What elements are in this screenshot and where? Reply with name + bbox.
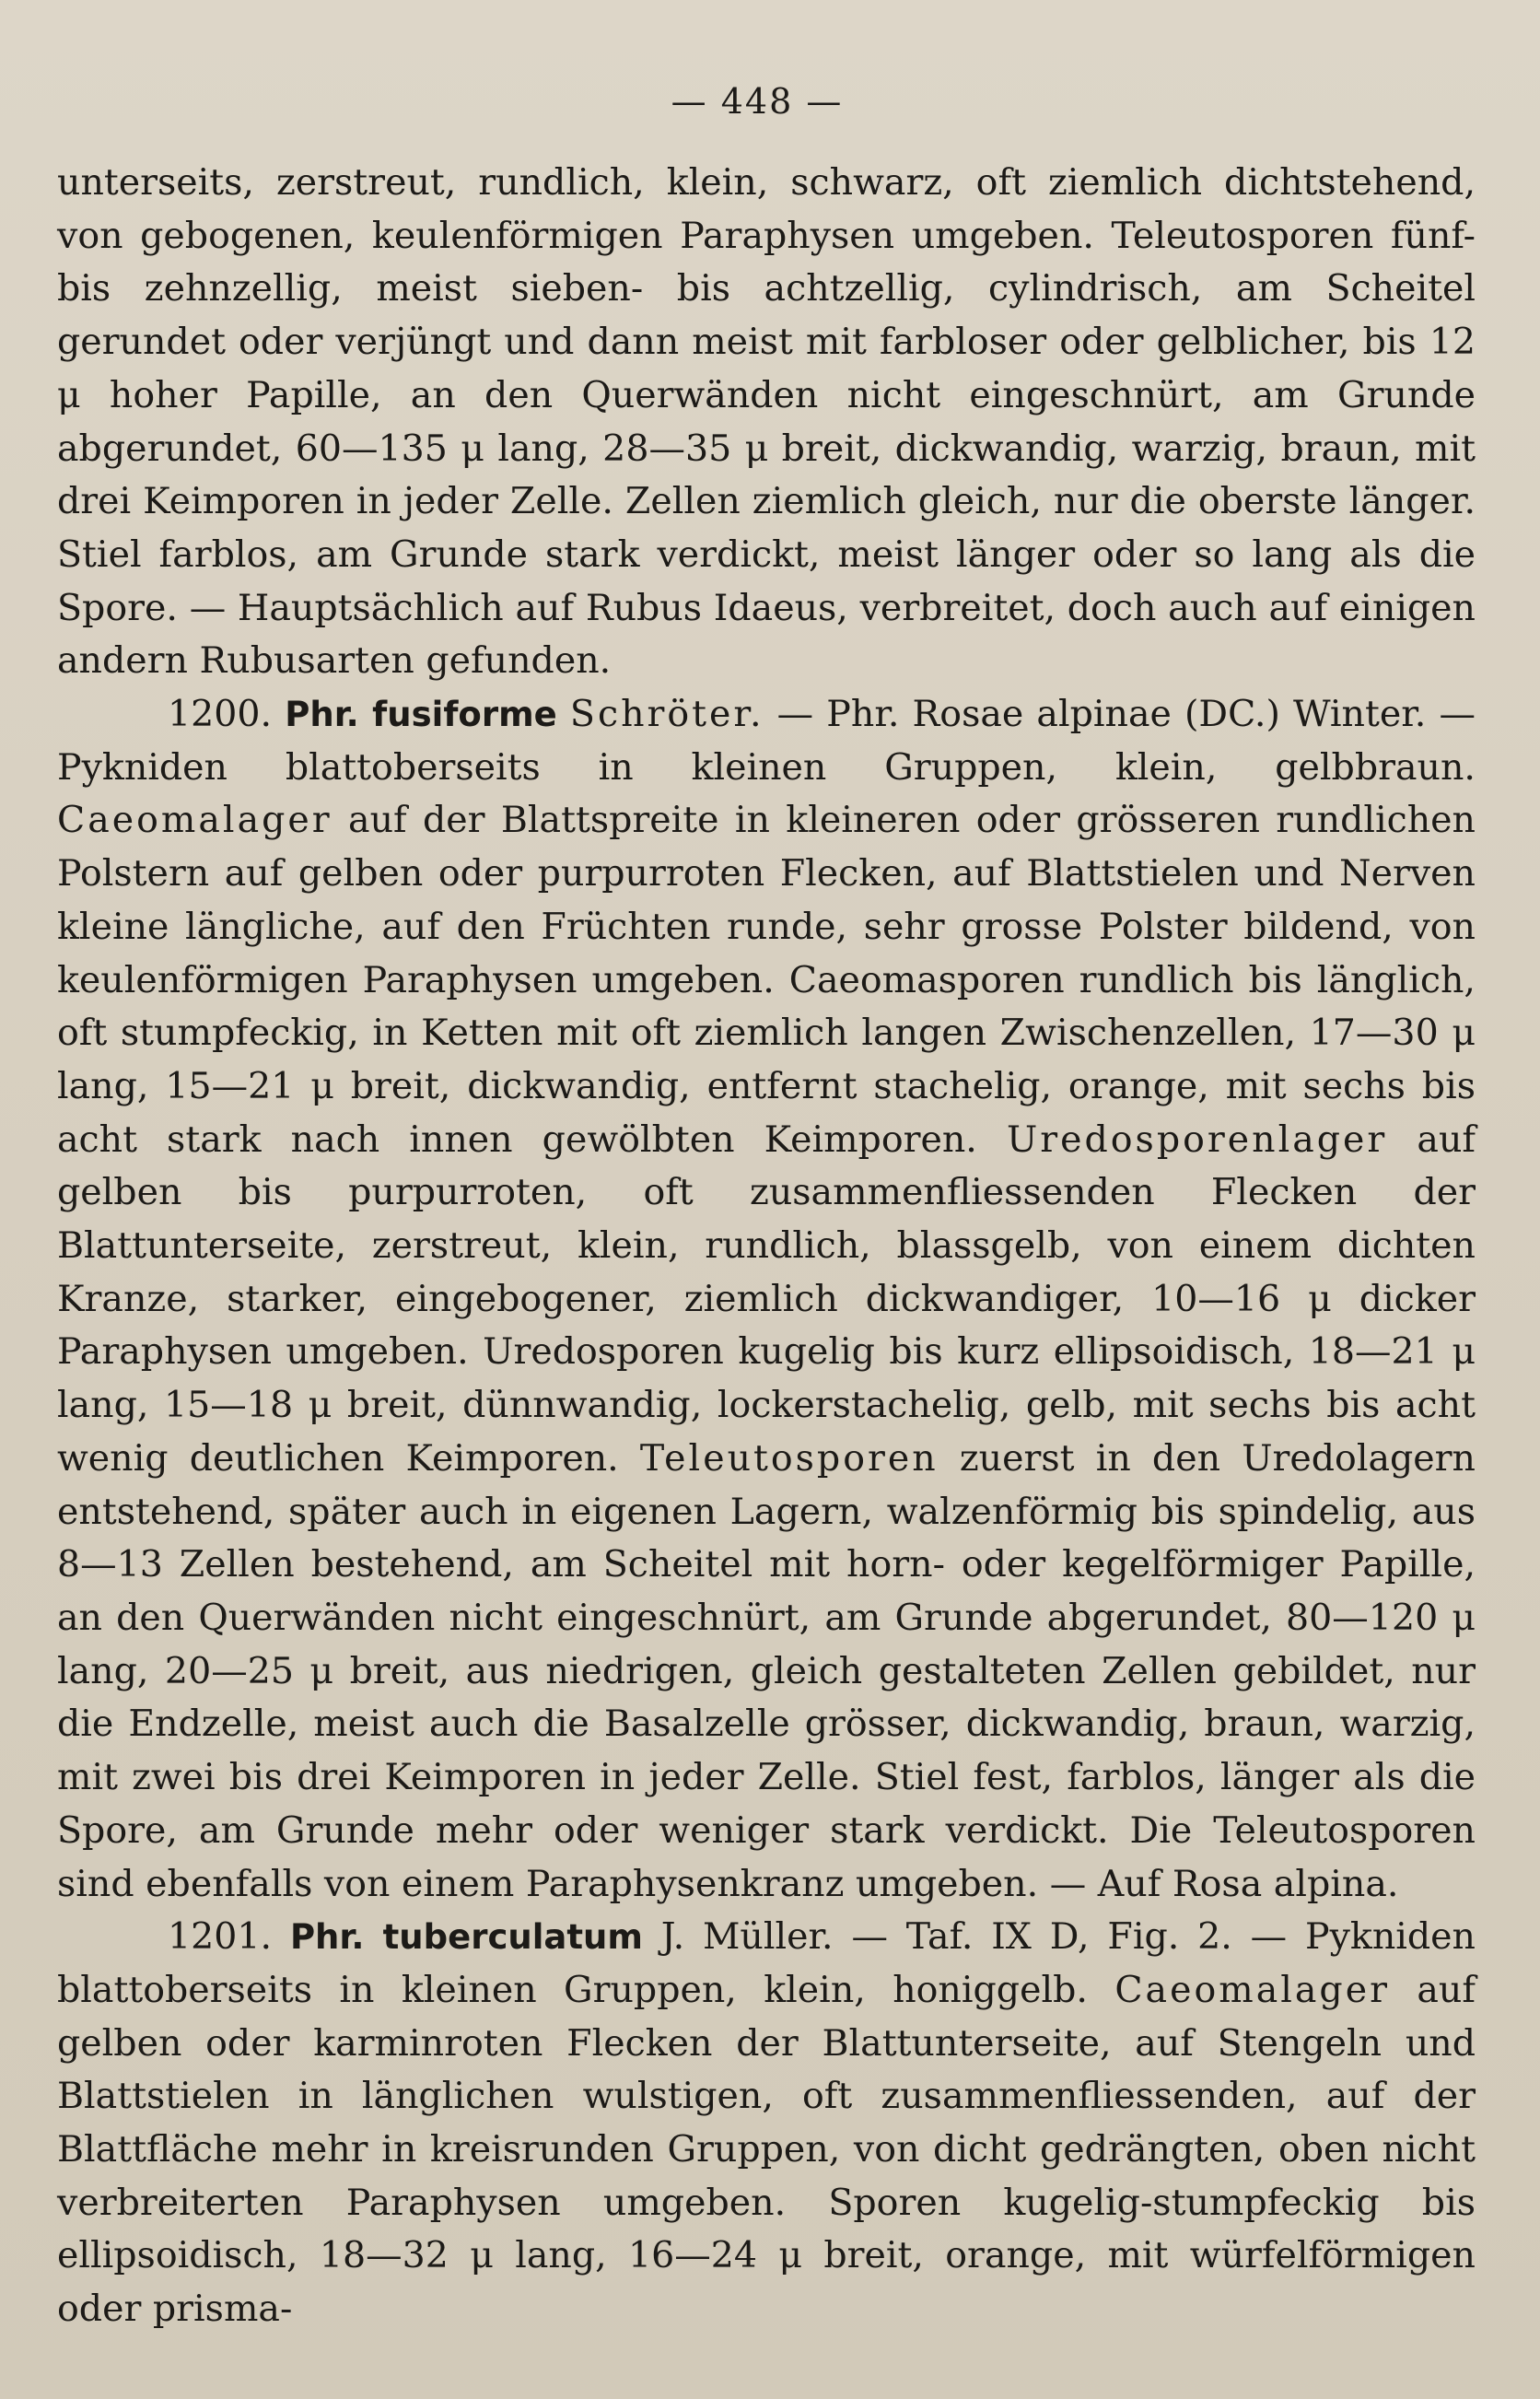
species-name: Phr. fusiforme	[285, 695, 557, 735]
entry-number: 1200.	[168, 693, 273, 736]
paragraph-entry-1200	[57, 688, 1476, 1911]
species-author: Schröter.	[569, 693, 764, 736]
species-author: J. Müller.	[660, 1915, 834, 1959]
entry-text: auf gelben bis purpurroten, oft zusammenfliessenden Flecken der Blattunterseite, zerstreut, klein, rundlich, blassgelb, von einem dichten Kranze, starker, eingebogener, ziemlich dickwandiger, 10—16 μ dicker Paraphysen umgeben. Uredosporen kugelig bis kurz ellipsoidisch, 18—21 μ lang, 15—18 μ breit, dünnwandig, lockerstachelig, gelb, mit sechs bis acht wenig deutlichen Keimporen.	[57, 1118, 1476, 1480]
entry-number: 1201.	[168, 1915, 273, 1959]
paragraph-entry-1201	[57, 1911, 1476, 2336]
spaced-term: Caeomalager	[57, 799, 332, 842]
entry-text: auf gelben oder karminroten Flecken der Blattunterseite, auf Stengeln und Blattstielen in länglichen wulstigen, oft zusammenfliessenden, auf der Blattfläche mehr in kreisrunden Gruppen, von dicht gedrängten, oben nicht verbreiterten Paraphysen umgeben. Sporen kugelig-stumpfeckig bis ellipsoidisch, 18—32 μ lang, 16—24 μ breit, orange, mit würfelförmigen oder prisma-	[57, 1968, 1476, 2331]
paragraph-continuation: unterseits, zerstreut, rundlich, klein, schwarz, oft ziemlich dichtstehend, von gebogenen, keulenförmigen Paraphysen umgeben. Teleutosporen fünf- bis zehnzellig, meist sieben- bis achtzellig, cylindrisch, am Scheitel gerundet oder verjüngt und dann meist mit farbloser oder gelblicher, bis 12 μ hoher Papille, an den Querwänden nicht eingeschnürt, am Grunde abgerundet, 60—135 μ lang, 28—35 μ breit, dickwandig, warzig, braun, mit drei Keimporen in jeder Zelle. Zellen ziemlich gleich, nur die oberste länger. Stiel farblos, am Grunde stark verdickt, meist länger oder so lang als die Spore. — Hauptsächlich auf Rubus Idaeus, verbreitet, doch auch auf einigen andern Rubusarten gefunden.	[57, 161, 1476, 683]
spaced-term: Uredosporenlager	[1006, 1118, 1388, 1161]
species-name: Phr. tuberculatum	[289, 1917, 643, 1958]
spaced-term: Teleutosporen	[639, 1436, 939, 1480]
page-number: — 448 —	[671, 81, 844, 122]
entry-text: — Taf. IX D, Fig. 2. — Pykniden blattoberseits in kleinen Gruppen, klein, honiggelb.	[57, 1915, 1476, 2011]
entry-text: auf der Blattspreite in kleineren oder grösseren rundlichen Polstern auf gelben oder purpurroten Flecken, auf Blattstielen und Nerven kleine längliche, auf den Früchten runde, sehr grosse Polster bildend, von keulenförmigen Paraphysen umgeben. Caeomasporen rundlich bis länglich, oft stumpfeckig, in Ketten mit oft ziemlich langen Zwischenzellen, 17—30 μ lang, 15—21 μ breit, dickwandig, entfernt stachelig, orange, mit sechs bis acht stark nach innen gewölbten Keimporen.	[57, 799, 1476, 1161]
entry-text: — Phr. Rosae alpinae (DC.) Winter. — Pykniden blattoberseits in kleinen Gruppen, klein, gelbbraun.	[57, 693, 1476, 789]
entry-text: zuerst in den Uredolagern entstehend, später auch in eigenen Lagern, walzenförmig bis spindelig, aus 8—13 Zellen bestehend, am Scheitel mit horn- oder kegelförmiger Papille, an den Querwänden nicht eingeschnürt, am Grunde abgerundet, 80—120 μ lang, 20—25 μ breit, aus niedrigen, gleich gestalteten Zellen gebildet, nur die Endzelle, meist auch die Basalzelle grösser, dickwandig, braun, warzig, mit zwei bis drei Keimporen in jeder Zelle. Stiel fest, farblos, länger als die Spore, am Grunde mehr oder weniger stark verdickt. Die Teleutosporen sind ebenfalls von einem Paraphysenkranz umgeben. — Auf Rosa alpina.	[57, 1436, 1476, 1905]
spaced-term: Caeomalager	[1114, 1968, 1390, 2011]
body-text	[57, 157, 1476, 2336]
